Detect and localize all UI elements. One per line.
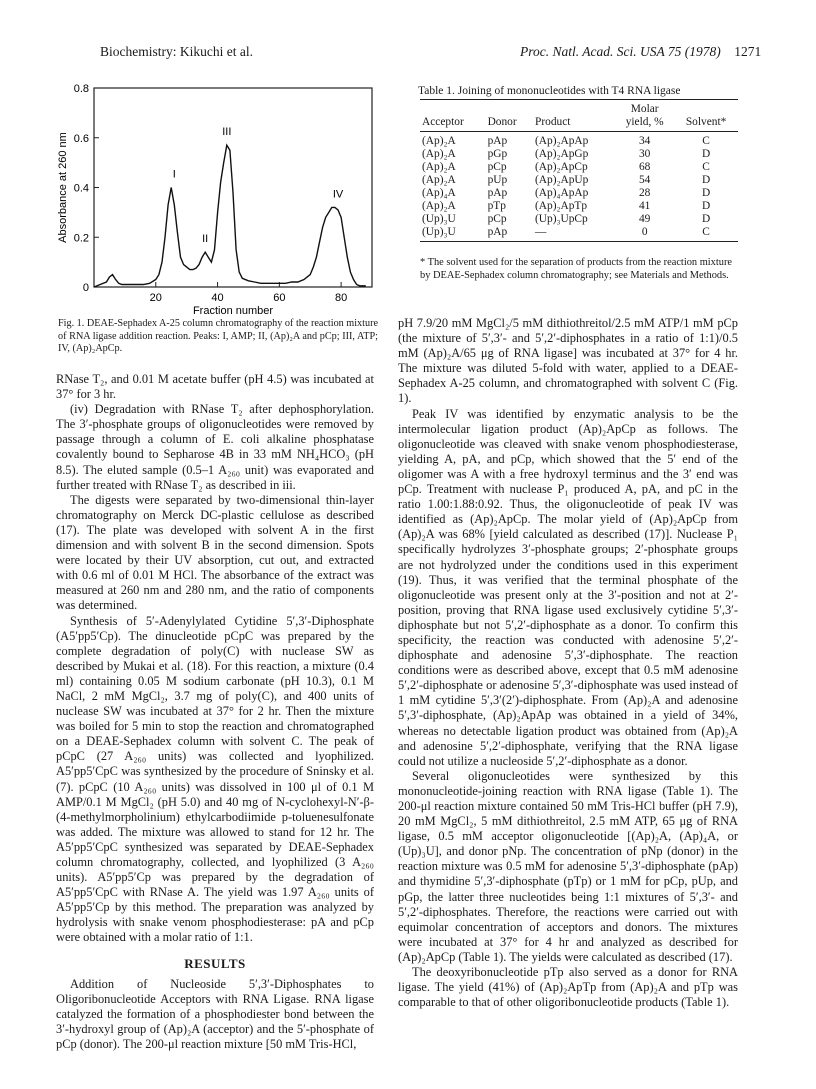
cell-yield: 28 <box>638 187 651 199</box>
col-header-product: Product <box>533 102 615 132</box>
cell-donor: pCp <box>487 161 507 173</box>
cell-product: (Ap)₂ApGp <box>535 148 589 160</box>
peak-label: IV <box>332 188 344 201</box>
peak-label: I <box>172 168 176 181</box>
cell-yield: 54 <box>638 174 651 186</box>
x-axis-label: Fraction number <box>192 305 274 317</box>
col-header-acceptor: Acceptor <box>420 102 486 132</box>
cell-acceptor: (Up)₃U <box>420 226 486 242</box>
running-header-right <box>520 44 761 60</box>
table-row <box>420 187 738 200</box>
cell-acceptor: (Ap)₂A <box>422 161 456 173</box>
table-row <box>420 174 738 187</box>
cell-yield: 0 <box>615 226 674 242</box>
ligase-table <box>420 99 738 242</box>
cell-solvent: D <box>701 174 711 186</box>
y-tick-label: 0.4 <box>73 182 89 195</box>
table-body <box>420 132 738 242</box>
absorbance-curve <box>94 145 366 287</box>
cell-solvent: D <box>701 213 711 225</box>
cell-product: (Ap)₂ApTp <box>535 200 588 212</box>
cell-product: (Ap)₂ApAp <box>535 135 589 147</box>
cell-yield: 68 <box>638 161 651 173</box>
paragraph: Addition of Nucleoside 5′,3′-Diphosphates to Oligoribonucleotide Acceptors with RNA Ligase. RNA ligase catalyzed the formation of a phosphodiester bond between the 3′-hydroxyl group of (Ap)₂A (acceptor) and the 5′-phosphate of pCp (donor). The 200-μl reaction mixture [50 mM Tris-HCl, <box>56 976 374 1052</box>
cell-solvent: C <box>702 161 710 173</box>
cell-donor: pAp <box>487 135 508 147</box>
cell-acceptor: (Up)₃U <box>422 213 456 225</box>
cell-donor: pTp <box>487 200 506 212</box>
cell-acceptor: (Ap)₂A <box>422 148 456 160</box>
cell-yield: 30 <box>638 148 651 160</box>
paragraph: Several oligonucleotides were synthesized by this mononucleotide-joining reaction with RNA ligase (Table 1). The 200-μl reaction mixture contained 50 mM Tris-HCl buffer (pH 7.9), 20 mM MgCl₂, 5 mM dithiothreitol, 2.5 mM ATP, 65 μg of RNA ligase, 0.5 mM acceptor oligonucleotide [(Ap)₂A, (Ap)₄A, or (Up)₃U], and donor pNp. The concentration of pNp (donor) in the reaction mixture was 0.5 mM for adenosine 5′,3′-diphosphate (pAp) and thymidine 5′,3′-diphosphate (pTp) or 1 mM for pCp, pUp, and pGp, the latter three nucleotides being 1:1 mixtures of 5′,3′- and 5′,2′-diphosphates. Therefore, the reactions were carried out with equimolar concentration of acceptors and donors. The mixtures were incubated at 37° for 4 hr and analyzed as described for (Ap)₂ApCp (Table 1). The yields were calculated as described (17). <box>398 768 738 964</box>
paragraph: Peak IV was identified by enzymatic analysis to be the intermolecular ligation product (Ap)₂ApCp as follows. The oligonucleotide was cleaved with snake venom phosphodiesterase, yielding A, pA, and pCp, which showed that the 5′ end of the oligomer was A with a free hydroxyl terminus and the 3′ end was pCp. Treatment with nuclease P₁ produced A, pA, and pC in the ratio 1.00:1.88:0.92. Thus, the oligonucleotide of peak IV was identified as (Ap)₂ApCp. The molar yield of (Ap)₂ApCp from (Ap)₂A was 68% [yield calculated as described (17)]. Nuclease P₁ specifically hydrolyzes 3′-phosphate groups; 2′-phosphate groups are not hydrolyzed under the conditions used in this experiment (19). Thus, it was verified that the terminal phosphate of the oligonucleotide was present only at the 3′-position and not at 2′-position, proving that RNA ligase used exclusively cytidine 5′,3′-diphosphate but not 5′,2′-diphosphate as a donor. To confirm this specificity, the reaction was conducted with adenosine 5′,2′-diphosphate and adenosine 5′,3′-diphosphate. The reaction conditions were as described above, except that 0.5 mM adenosine 5′,2′-diphosphate or adenosine 5′,3′-diphosphate was used instead of 1 mM cytidine 5′,3′(2′)-diphosphate. From (Ap)₂A and adenosine 5′,3′-diphosphate, (Ap)₂ApAp was obtained in a yield of 34%, whereas no detectable ligation product was obtained from (Ap)₂A and adenosine 5′,2′-diphosphate, verifying that the RNA ligase could not utilize a nucleoside 5′,2′-diphosphate as a donor. <box>398 406 738 768</box>
table-row <box>420 213 738 226</box>
cell-solvent: D <box>701 187 711 199</box>
cell-donor: pUp <box>487 174 508 186</box>
left-column <box>56 372 374 1052</box>
cell-solvent: D <box>701 200 711 212</box>
y-tick-label: 0 <box>82 282 89 294</box>
table-title: Table 1. Joining of mononucleotides with T4 RNA ligase <box>418 85 681 97</box>
peak-label: III <box>222 126 232 139</box>
x-tick-label: 60 <box>273 292 286 304</box>
cell-yield: 49 <box>638 213 651 225</box>
figure-caption: Fig. 1. DEAE-Sephadex A-25 column chromatography of the reaction mixture of RNA ligase addition reaction. Peaks: I, AMP; II, (Ap)₂A and pCp; III, ATP; IV, (Ap)₂ApCp. <box>58 318 378 355</box>
y-tick-label: 0.2 <box>73 232 89 245</box>
cell-product: (Ap)₄ApAp <box>535 187 589 199</box>
peak-label: II <box>202 233 209 246</box>
right-column <box>398 316 738 1010</box>
cell-donor: pAp <box>487 187 508 199</box>
table-row <box>420 200 738 213</box>
x-tick-label: 40 <box>211 292 224 304</box>
page-number: 1271 <box>734 44 762 59</box>
paragraph: RNase T₂, and 0.01 M acetate buffer (pH 4.5) was incubated at 37° for 3 hr. <box>56 372 374 402</box>
cell-product: (Ap)₂ApUp <box>535 174 589 186</box>
x-tick-label: 20 <box>149 292 162 304</box>
cell-product: (Up)₃UpCp <box>535 213 588 225</box>
paragraph: Synthesis of 5′-Adenylylated Cytidine 5′,3′-Diphosphate (A5′pp5′Cp). The dinucleotide pCpC was prepared by the complete degradation of poly(C) with nuclease SW as described by Mukai et al. (18). For this reaction, a mixture (0.4 ml) containing 0.05 M sodium carbonate (pH 10.3), 0.1 M NaCl, 2 mM MgCl₂, 3.7 mg of poly(C), and 400 units of nuclease SW was incubated at 37° for 2 hr. Then the mixture was boiled for 5 min to stop the reaction and chromatographed on a DEAE-Sephadex column with solvent C. The peak of pCpC (27 A₂₆₀ units) was collected and lyophilized. A5′pp5′CpC was synthesized by the procedure of Sninsky et al. (7). pCpC (10 A₂₆₀ units) was dissolved in 100 μl of 0.1 M AMP/0.1 M MgCl₂ (pH 5.0) and 40 mg of N-cyclohexyl-N′-β-(4-methylmorpholinium) ethylcarbodiimide p-toluenesulfonate was added. The mixture was allowed to stand for 12 hr. The A5′pp5′CpC synthesized was separated by DEAE-Sephadex column chromatography, collected, and lyophilized (3 A₂₆₀ units). A5′pp5′Cp was prepared by the degradation of A5′pp5′CpC with RNase A. The yield was 1.97 A₂₆₀ units of A5′pp5′Cp by this method. The preparation was analyzed by hydrolysis with snake venom phosphodiesterase: pA and pCp were obtained with a molar ratio of 1:1. <box>56 613 374 945</box>
cell-solvent: D <box>701 148 711 160</box>
cell-yield: 34 <box>638 135 651 147</box>
paragraph: (iv) Degradation with RNase T₂ after dephosphorylation. The 3′-phosphate groups of oligonucleotides were removed by passage through a column of E. coli alkaline phosphatase covalently bound to Sepharose 4B in 33 mM NH₄HCO₃ (pH 8.5). The eluted sample (0.5–1 A₂₆₀ unit) was evaporated and further treated with RNase T₂ as described in iii. <box>56 402 374 492</box>
cell-donor: pGp <box>487 148 508 160</box>
cell-product: — <box>533 226 615 242</box>
running-header-left: Biochemistry: Kikuchi et al. <box>100 44 253 59</box>
chromatography-chart <box>50 80 390 320</box>
col-header-donor: Donor <box>486 102 533 132</box>
table-footnote: * The solvent used for the separation of products from the reaction mixture by DEAE-Sephadex column chromatography; see Materials and Methods. <box>420 257 733 281</box>
col-header-yield: Molar yield, % <box>615 102 674 132</box>
cell-donor: pCp <box>487 213 507 225</box>
table-row <box>420 226 738 242</box>
x-tick-label: 80 <box>334 292 348 304</box>
results-heading: RESULTS <box>184 955 246 971</box>
cell-acceptor: (Ap)₂A <box>422 174 456 186</box>
table-row <box>420 148 738 161</box>
table-row <box>420 161 738 174</box>
col-header-solvent: Solvent* <box>674 102 738 132</box>
y-axis-label: Absorbance at 260 nm <box>57 132 69 243</box>
cell-solvent: C <box>702 135 710 147</box>
y-tick-label: 0.8 <box>73 83 89 95</box>
cell-product: (Ap)₂ApCp <box>535 161 588 173</box>
paragraph: pH 7.9/20 mM MgCl₂/5 mM dithiothreitol/2.5 mM ATP/1 mM pCp (the mixture of 5′,3′- and 5′,2′-diphosphates in a ratio of 1:1)/0.5 mM (Ap)₂A/65 μg of RNA ligase] was incubated at 37° for 4 hr. The mixture was diluted 5-fold with water, applied to a DEAE-Sephadex A-25 column, and chromatographed with solvent C (Fig. 1). <box>398 316 738 406</box>
paragraph: The deoxyribonucleotide pTp also served as a donor for RNA ligase. The yield (41%) of (Ap)₂ApTp from (Ap)₂A and pTp was comparable to that of other oligoribonucleotide products (Table 1). <box>398 965 738 1010</box>
cell-donor: pAp <box>486 226 533 242</box>
cell-acceptor: (Ap)₄A <box>422 187 456 199</box>
y-tick-label: 0.6 <box>73 132 89 145</box>
paragraph: The digests were separated by two-dimensional thin-layer chromatography on Merck DC-plastic cellulose as described (17). The plate was developed with solvent A in the first dimension and with solvent B in the second dimension. Spots were located by their UV absorption, cut out, and extracted with 0.6 ml of 0.01 M HCl. The absorbance of the extract was measured at 260 nm and 280 nm, and the ratio of components was determined. <box>56 492 374 613</box>
table-row <box>420 132 738 149</box>
cell-yield: 41 <box>638 200 651 212</box>
journal-citation: Proc. Natl. Acad. Sci. USA 75 (1978) <box>520 44 721 59</box>
cell-solvent: C <box>674 226 738 242</box>
cell-acceptor: (Ap)₂A <box>422 200 456 212</box>
cell-acceptor: (Ap)₂A <box>422 135 456 147</box>
